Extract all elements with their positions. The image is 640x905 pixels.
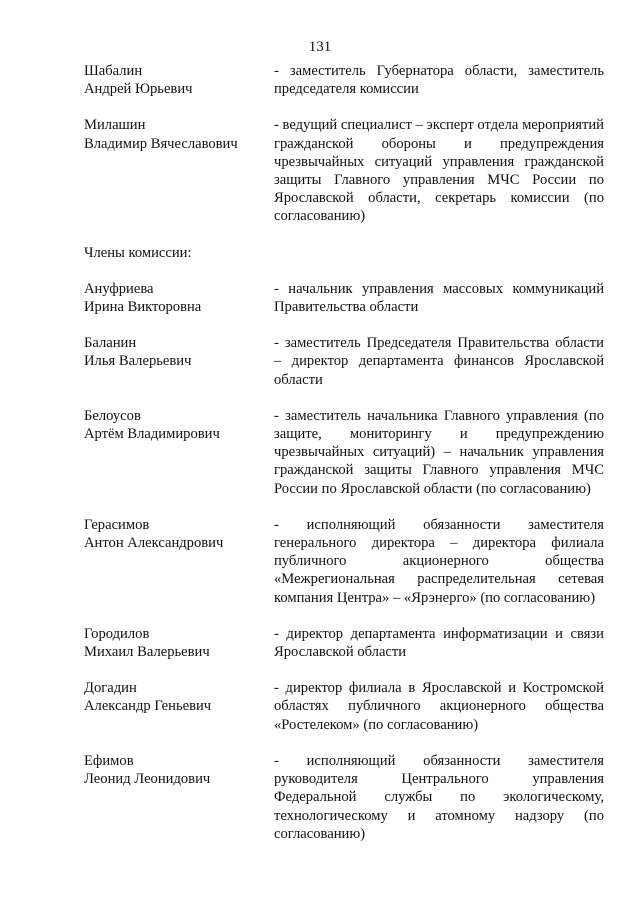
person-given-names: Андрей Юрьевич (84, 81, 193, 98)
person-role: - заместитель начальника Главного управления (по защите, мониторингу и предупреждению чрезвычайных ситуаций) – начальник управления гражданской защиты Главного управления МЧС России по Ярославской области (по согласованию) (274, 407, 604, 497)
members-heading: Члены комиссии: (84, 244, 192, 261)
person-surname: Догадин (84, 680, 137, 697)
person-name (84, 407, 274, 443)
person-name (84, 625, 274, 661)
person-name (84, 334, 274, 370)
person-entry (84, 116, 604, 225)
person-role: - заместитель Губернатора области, заместитель председателя комиссии (274, 63, 604, 98)
person-given-names: Артём Владимирович (84, 426, 220, 443)
person-given-names: Антон Александрович (84, 535, 224, 552)
person-surname: Герасимов (84, 516, 150, 533)
person-name (84, 116, 274, 152)
page-number: 131 (308, 39, 332, 55)
person-role: - заместитель Председателя Правительства области – директор департамента финансов Ярославской области (274, 335, 604, 388)
person-role: - исполняющий обязанности заместителя руководителя Центрального управления Федеральной службы по экологическому, технологическому и атомному надзору (по согласованию) (274, 752, 604, 842)
person-entry (84, 679, 604, 734)
person-given-names: Илья Валерьевич (84, 353, 192, 370)
person-entry (84, 280, 604, 316)
person-entry (84, 334, 604, 389)
person-role: - ведущий специалист – эксперт отдела мероприятий гражданской обороны и предупреждения чрезвычайных ситуаций управления гражданской защиты Главного управления МЧС России по Ярославской области, секретарь комиссии (по согласованию) (274, 117, 604, 225)
person-given-names: Ирина Викторовна (84, 299, 202, 316)
person-role: - начальник управления массовых коммуникаций Правительства области (274, 280, 604, 316)
person-surname: Милашин (84, 117, 146, 134)
person-given-names: Леонид Леонидович (84, 771, 211, 788)
person-entry (84, 407, 604, 498)
commission-list (84, 62, 604, 843)
person-given-names: Михаил Валерьевич (84, 644, 210, 661)
person-name (84, 679, 274, 715)
person-given-names: Александр Геньевич (84, 698, 212, 715)
person-name (84, 752, 274, 788)
person-surname: Белоусов (84, 407, 141, 424)
person-entry (84, 62, 604, 98)
person-role: - директор департамента информатизации и связи Ярославской области (274, 625, 604, 661)
person-name (84, 280, 274, 316)
person-name (84, 516, 274, 552)
person-surname: Ефимов (84, 752, 134, 769)
person-surname: Ануфриева (84, 280, 154, 297)
person-role: - исполняющий обязанности заместителя генерального директора – директора филиала публичного акционерного общества «Межрегиональная распределительная сетевая компания Центра» – «Ярэнерго» (по согласованию) (274, 516, 604, 606)
person-surname: Городилов (84, 625, 150, 642)
person-entry (84, 625, 604, 661)
person-surname: Баланин (84, 335, 137, 352)
person-entry (84, 516, 604, 607)
person-entry (84, 752, 604, 843)
person-given-names: Владимир Вячеславович (84, 135, 238, 152)
person-name (84, 62, 274, 98)
person-surname: Шабалин (84, 63, 143, 79)
person-role: - директор филиала в Ярославской и Костромской областях публичного акционерного общества «Ростелеком» (по согласованию) (274, 680, 604, 733)
